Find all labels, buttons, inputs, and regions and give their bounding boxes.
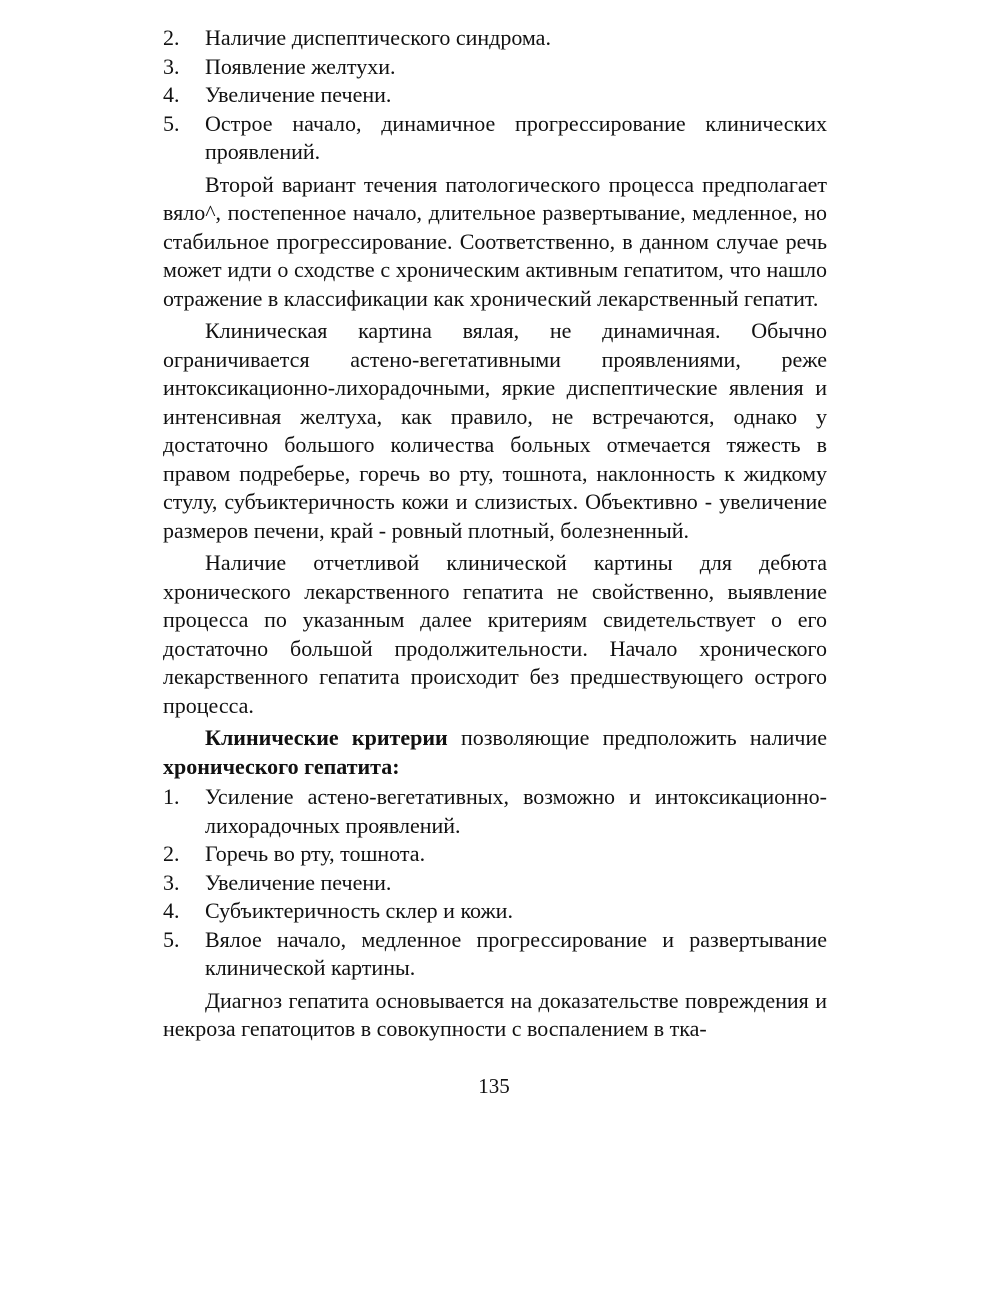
- paragraph-criteria-heading: [163, 724, 827, 781]
- list-item-number: 5.: [163, 926, 180, 952]
- list-item-number: 1.: [163, 784, 180, 809]
- list-item-text: Субъиктеричность склер и кожи.: [205, 898, 513, 923]
- page-number: 135: [478, 1074, 510, 1098]
- list-item-number: 5.: [163, 110, 180, 136]
- list-item-text: Увеличение печени.: [205, 82, 392, 107]
- list-item: [163, 24, 827, 53]
- page-content: [163, 24, 827, 1044]
- list-item-number: 2.: [163, 841, 180, 866]
- list-item-text: Наличие диспептического синдрома.: [205, 25, 551, 50]
- criteria-text: позволяющие предположить наличие: [447, 725, 827, 750]
- list-item: [163, 840, 827, 869]
- list-item: [163, 81, 827, 110]
- list-item-text: Вялое начало, медленное прогрессирование и развертывание клинической картины.: [205, 926, 827, 980]
- list-item: [163, 53, 827, 82]
- list-item: [163, 897, 827, 926]
- list-item-number: 4.: [163, 82, 180, 107]
- paragraph-second-variant: Второй вариант течения патологического процесса предполагает вяло^, постепенное начало, длительное развертывание, медленное, но стабильное прогрессирование. Соответственно, в данном случае речь может идти о сходстве с хроническим активным гепатитом, что нашло отражение в классификации как хронический лекарственный гепатит.: [163, 171, 827, 311]
- criteria-bold-label: Клинические критерии: [205, 725, 448, 750]
- list-item-text: Появление желтухи.: [205, 53, 396, 79]
- criteria-bold-diagnosis: хронического гепатита:: [163, 753, 400, 779]
- list-signs-acute: [163, 24, 827, 167]
- paragraph-clinical-picture: Клиническая картина вялая, не динамичная. Обычно ограничивается астено-вегетативными проявлениями, реже интоксикационно-лихорадочными, яркие диспептические явления и интенсивная желтуха, как правило, не встречаются, однако у достаточно большого количества больных отмечается тяжесть в правом подреберье, горечь во рту, тошнота, наклонность к жидкому стулу, субъиктеричность кожи и слизистых. Объективно - увеличение размеров печени, край - ровный плотный, болезненный.: [163, 318, 827, 543]
- list-item-number: 3.: [163, 869, 180, 895]
- paragraph-diagnosis: Диагноз гепатита основывается на доказательстве повреждения и некроза гепатоцитов в совокупности с воспалением в тка-: [163, 987, 827, 1041]
- list-item-text: Увеличение печени.: [205, 869, 392, 895]
- list-item-number: 3.: [163, 53, 180, 79]
- list-item: [163, 869, 827, 898]
- list-item-number: 4.: [163, 898, 180, 923]
- list-item-text: Усиление астено-вегетативных, возможно и интоксикационно-лихорадочных проявлений.: [205, 784, 827, 838]
- list-criteria-chronic: [163, 783, 827, 983]
- list-item-number: 2.: [163, 25, 180, 50]
- list-item-text: Горечь во рту, тошнота.: [205, 841, 426, 866]
- list-item-text: Острое начало, динамичное прогрессирование клинических проявлений.: [205, 110, 827, 164]
- list-item: [163, 110, 827, 167]
- list-item: [163, 926, 827, 983]
- paragraph-debut: Наличие отчетливой клинической картины для дебюта хронического лекарственного гепатита не свойственно, выявление процесса по указанным далее критериям свидетельствует о его достаточно большой продолжительности. Начало хронического лекарственного гепатита происходит без предшествующего острого процесса.: [163, 550, 827, 718]
- list-item: [163, 783, 827, 840]
